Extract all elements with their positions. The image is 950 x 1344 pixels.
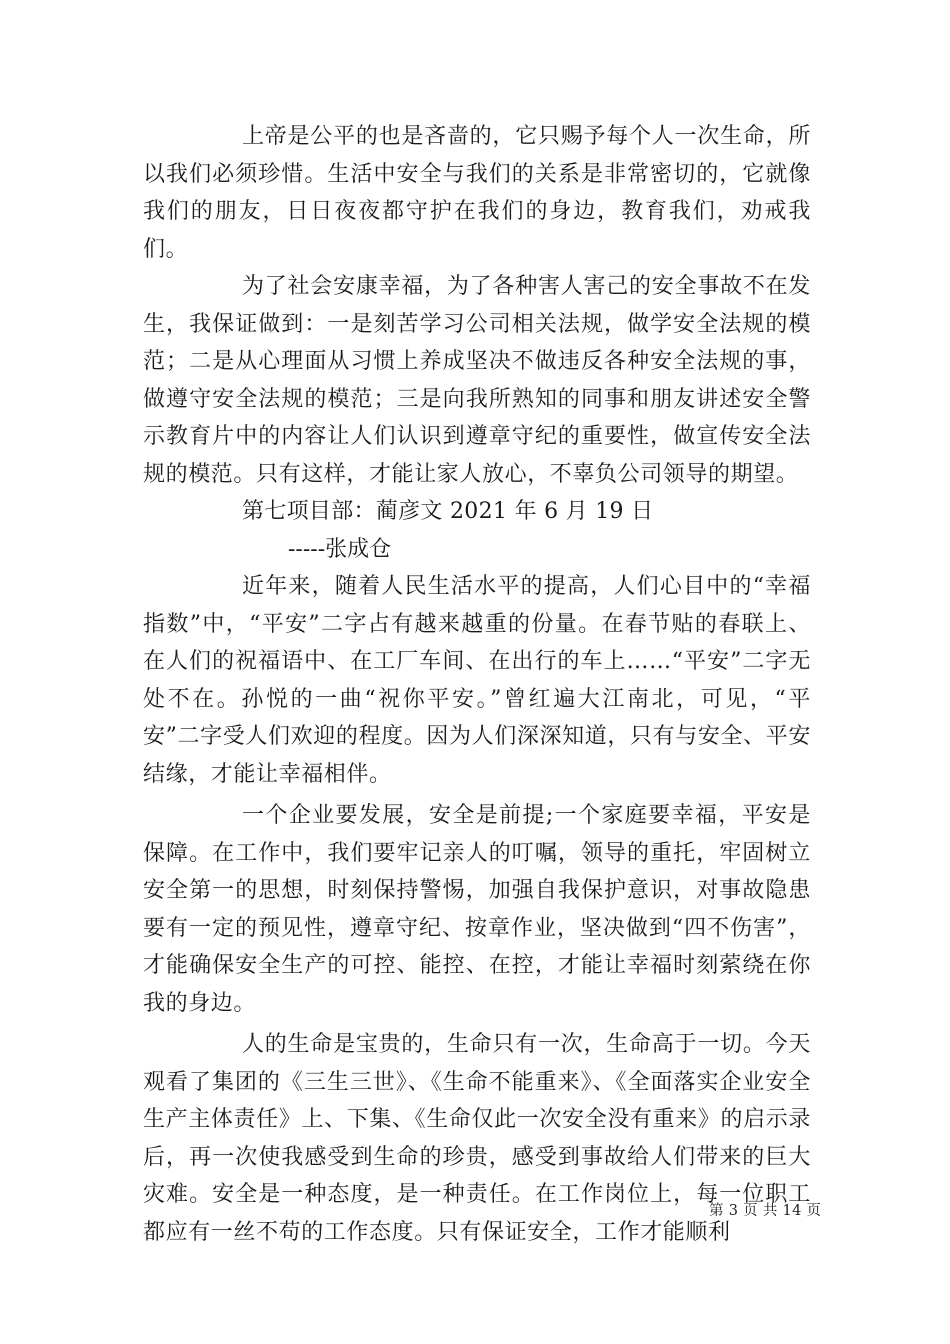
document-body — [143, 118, 811, 1251]
signature-line: 第七项目部：蔺彦文 2021 年 6 月 19 日 — [242, 499, 654, 524]
paragraph-4: 一个企业要发展，安全是前提;一个家庭要幸福，平安是保障。在工作中，我们要牢记亲人的叮嘱，领导的重托，牢固树立安全第一的思想，时刻保持警惕，加强自我保护意识，对事故隐患要有一定的预见性，遵章守纪、按章作业，坚决做到“四不伤害”，才能确保安全生产的可控、能控、在控，才能让幸福时刻萦绕在你我的身边。 — [143, 803, 811, 1016]
page-number: 第 3 页 共 14 页 — [709, 1203, 822, 1219]
paragraph-5: 人的生命是宝贵的，生命只有一次，生命高于一切。今天观看了集团的《三生三世》、《生命不能重来》、《全面落实企业安全生产主体责任》上、下集、《生命仅此一次安全没有重来》的启示录后，再一次使我感受到生命的珍贵，感受到事故给人们带来的巨大灾难。安全是一种态度，是一种责任。在工作岗位上，每一位职工都应有一丝不苟的工作态度。只有保证安全，工作才能顺利 — [143, 1032, 811, 1245]
paragraph-3: 近年来，随着人民生活水平的提高，人们心目中的“幸福指数”中，“平安”二字占有越来越重的份量。在春节贴的春联上、在人们的祝福语中、在工厂车间、在出行的车上……“平安”二字无处不在。孙悦的一曲“祝你平安。”曾红遍大江南北，可见，“平安”二字受人们欢迎的程度。因为人们深深知道，只有与安全、平安结缘，才能让幸福相伴。 — [143, 574, 811, 787]
paragraph-2: 为了社会安康幸福，为了各种害人害己的安全事故不在发生，我保证做到：一是刻苦学习公司相关法规，做学安全法规的模范；二是从心理面从习惯上养成坚决不做违反各种安全法规的事，做遵守安全法规的模范；三是向我所熟知的同事和朋友讲述安全警示教育片中的内容让人们认识到遵章守纪的重要性，做宣传安全法规的模范。只有这样，才能让家人放心，不辜负公司领导的期望。 — [143, 274, 811, 487]
author-line: -----张成仓 — [288, 536, 392, 562]
paragraph-1: 上帝是公平的也是吝啬的，它只赐予每个人一次生命，所以我们必须珍惜。生活中安全与我们的关系是非常密切的，它就像我们的朋友，日日夜夜都守护在我们的身边，教育我们，劝戒我们。 — [143, 124, 811, 262]
